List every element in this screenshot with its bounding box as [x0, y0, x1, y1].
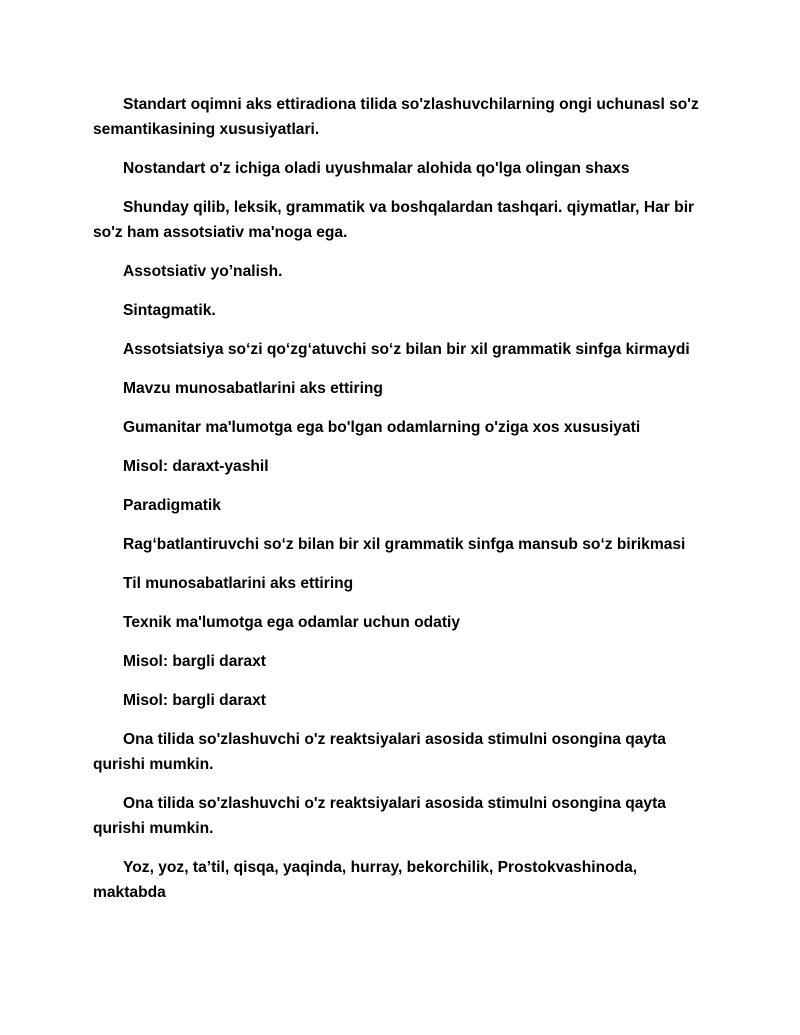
- paragraph: Assotsiatsiya so‘zi qo‘zg‘atuvchi so‘z bilan bir xil grammatik sinfga kirmaydi: [123, 341, 690, 358]
- paragraph: Misol: bargli daraxt: [123, 653, 266, 670]
- paragraph: Nostandart o'z ichiga oladi uyushmalar alohida qo'lga olingan shaxs: [123, 160, 630, 177]
- paragraph: Gumanitar ma'lumotga ega bo'lgan odamlarning o'ziga xos xususiyati: [123, 419, 641, 436]
- paragraph: Shunday qilib, leksik, grammatik va boshqalardan tashqari. qiymatlar, Har bir so'z ham assotsiativ ma'noga ega.: [93, 199, 695, 241]
- paragraph: Rag‘batlantiruvchi so‘z bilan bir xil grammatik sinfga mansub so‘z birikmasi: [123, 536, 686, 553]
- paragraph: Paradigmatik: [123, 497, 221, 514]
- paragraph: Assotsiativ yo’nalish.: [123, 263, 283, 280]
- document-body: [93, 92, 711, 919]
- paragraph: Misol: bargli daraxt: [123, 692, 266, 709]
- paragraph: Ona tilida so'zlashuvchi o'z reaktsiyalari asosida stimulni osongina qayta qurishi mumkin.: [93, 731, 666, 773]
- paragraph: Til munosabatlarini aks ettiring: [123, 575, 354, 592]
- paragraph: Ona tilida so'zlashuvchi o'z reaktsiyalari asosida stimulni osongina qayta qurishi mumkin.: [93, 795, 666, 837]
- paragraph: Misol: daraxt-yashil: [123, 458, 269, 475]
- paragraph: Yoz, yoz, ta’til, qisqa, yaqinda, hurray, bekorchilik, Prostokvashinoda, maktabda: [93, 859, 638, 901]
- paragraph: Sintagmatik.: [123, 302, 216, 319]
- paragraph: Standart oqimni aks ettiradiona tilida so'zlashuvchilarning ongi uchunasl so'z semantikasining xususiyatlari.: [93, 96, 699, 138]
- paragraph: Texnik ma'lumotga ega odamlar uchun odatiy: [123, 614, 461, 631]
- paragraph: Mavzu munosabatlarini aks ettiring: [123, 380, 383, 397]
